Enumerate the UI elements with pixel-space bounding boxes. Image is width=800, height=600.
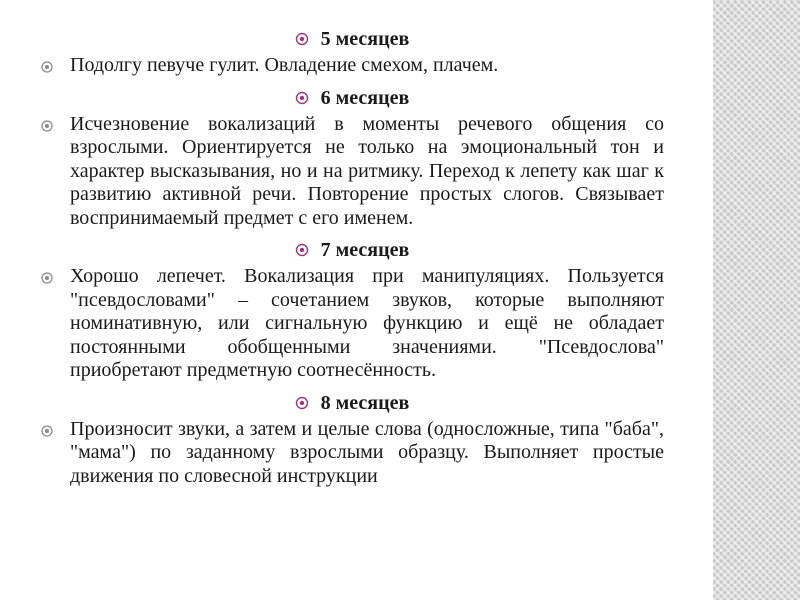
paragraph-8-months: [40, 418, 664, 489]
heading-text: 6 месяцев: [320, 86, 410, 109]
circle-bullet-icon: [295, 396, 309, 410]
circle-bullet-icon: [295, 91, 309, 105]
heading-text: 7 месяцев: [320, 239, 410, 261]
heading-5-months: [40, 24, 664, 54]
circle-bullet-icon: [40, 265, 70, 285]
decorative-sidebar: [713, 0, 800, 600]
heading-6-months: [40, 83, 664, 113]
heading-8-months: [40, 388, 664, 418]
circle-bullet-icon: [295, 243, 309, 257]
heading-text: 5 месяцев: [320, 28, 410, 50]
paragraph-text: Подолгу певуче гулит. Овладение смехом, плачем.: [70, 54, 499, 76]
circle-bullet-icon: [295, 32, 309, 46]
paragraph-6-months: [40, 113, 664, 231]
circle-bullet-icon: [40, 418, 70, 438]
paragraph-text: Произносит звуки, а затем и целые слова (односложные, типа "баба", "мама") по заданному взрослыми образцу. Выполняет простые движения по словесной инструкции: [70, 417, 664, 487]
circle-bullet-icon: [40, 54, 70, 74]
paragraph-text: Исчезновение вокализаций в моменты речевого общения со взрослыми. Ориентируется не только на эмоциональный тон и характер высказывания, но и на ритмику. Переход к лепету как шаг к развитию активной речи. Повторение простых слогов. Связывает воспринимаемый предмет с его именем.: [70, 112, 664, 229]
heading-7-months: [40, 235, 664, 265]
circle-bullet-icon: [40, 113, 70, 133]
paragraph-5-months: [40, 54, 664, 78]
paragraph-text: Хорошо лепечет. Вокализация при манипуляциях. Пользуется "псевдословами" – сочетанием звуков, которые выполняют номинативную, или сигнальную функцию и ещё не обладает постоянными обобщенными значениями. "Псевдослова" приобретают предметную соотнесённость.: [70, 265, 664, 381]
heading-text: 8 месяцев: [320, 391, 410, 414]
paragraph-7-months: [40, 265, 664, 383]
slide-content: [40, 24, 664, 493]
